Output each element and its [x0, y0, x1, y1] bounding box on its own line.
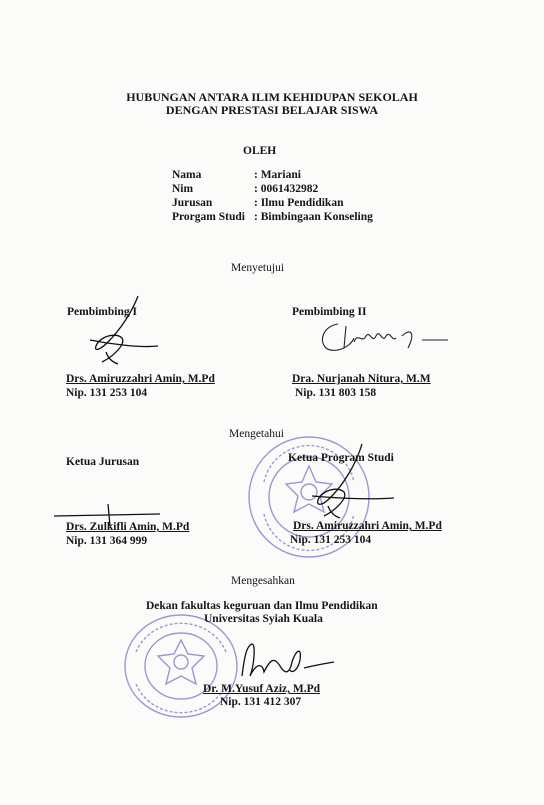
pembimbing1-role: Pembimbing I	[67, 306, 137, 318]
identity-table	[172, 168, 373, 224]
dekan-signature	[230, 636, 340, 686]
ketua-jurusan-name: Drs. Zulkifli Amin, M.Pd	[66, 521, 190, 533]
dekan-name: Dr. M.Yusuf Aziz, M.Pd	[203, 683, 321, 695]
document-title-line2: DENGAN PRESTASI BELAJAR SISWA	[165, 103, 379, 117]
mengesahkan-label: Mengesahkan	[231, 575, 295, 587]
ketua-prodi-nip: Nip. 131 253 104	[290, 534, 372, 546]
identity-row-jurusan	[172, 196, 373, 210]
oleh-label: OLEH	[243, 145, 277, 157]
dekan-title-line2: Universitas Syiah Kuala	[204, 613, 323, 625]
document-title-line1: HUBUNGAN ANTARA ILIM KEHIDUPAN SEKOLAH	[126, 90, 418, 104]
identity-label: Prorgam Studi	[172, 211, 245, 223]
pembimbing1-name: Drs. Amiruzzahri Amin, M.Pd	[66, 373, 215, 385]
ketua-jurusan-nip: Nip. 131 364 999	[66, 535, 148, 547]
menyetujui-label: Menyetujui	[231, 262, 285, 274]
identity-row-nim	[172, 182, 373, 196]
identity-value: : Bimbingaan Konseling	[254, 211, 373, 223]
pembimbing2-name: Dra. Nurjanah Nitura, M.M	[292, 373, 431, 385]
dekan-nip: Nip. 131 412 307	[220, 696, 302, 708]
mengetahui-label: Mengetahui	[229, 428, 284, 440]
pembimbing2-signature	[310, 318, 460, 363]
identity-label: Jurusan	[172, 197, 213, 209]
identity-value: : 0061432982	[254, 183, 319, 195]
pembimbing2-nip: Nip. 131 803 158	[295, 387, 377, 399]
identity-label: Nim	[172, 183, 194, 195]
ketua-prodi-role: Ketua Program Studi	[288, 452, 394, 464]
identity-value: : Ilmu Pendidikan	[254, 197, 344, 209]
pembimbing1-nip: Nip. 131 253 104	[66, 387, 148, 399]
ketua-jurusan-role: Ketua Jurusan	[66, 456, 140, 468]
identity-row-nama	[172, 168, 373, 182]
pembimbing1-signature	[60, 290, 170, 385]
identity-row-program-studi	[172, 210, 373, 224]
pembimbing2-role: Pembimbing II	[292, 306, 367, 318]
identity-label: Nama	[172, 169, 202, 181]
identity-value: : Mariani	[254, 169, 301, 181]
ketua-prodi-name: Drs. Amiruzzahri Amin, M.Pd	[293, 520, 442, 532]
dekan-title-line1: Dekan fakultas keguruan dan Ilmu Pendidikan	[146, 600, 378, 612]
